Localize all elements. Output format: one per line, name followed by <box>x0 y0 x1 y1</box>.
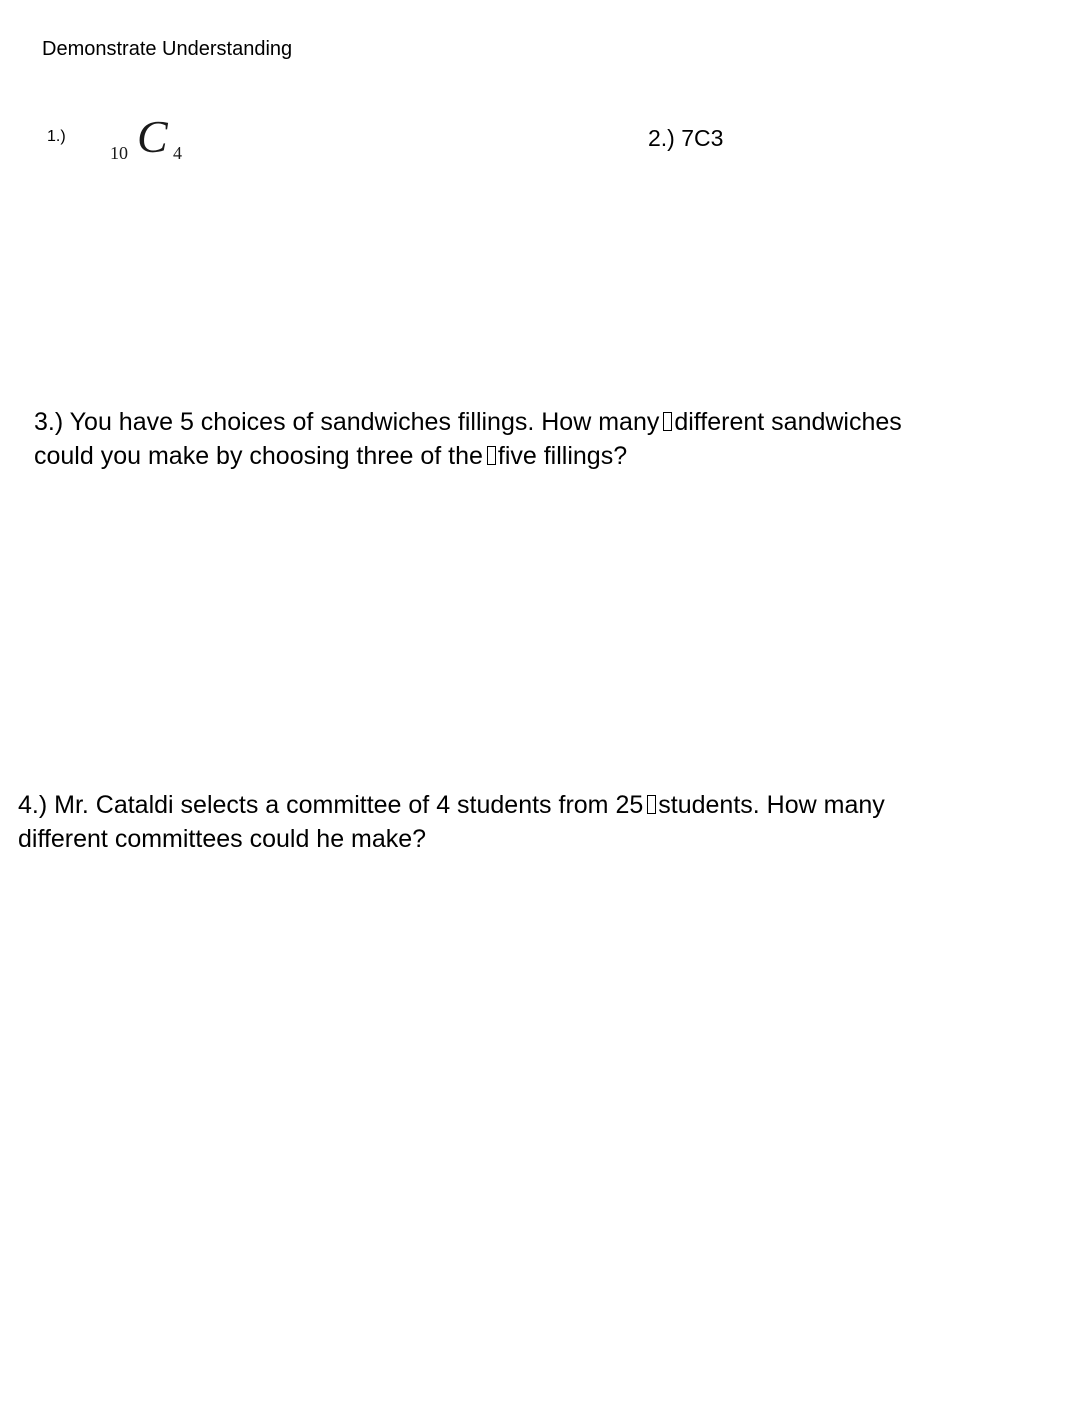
combination-r: 4 <box>173 143 182 163</box>
missing-glyph-box-icon <box>663 412 672 431</box>
question-4-line-2: different committees could he make? <box>18 825 427 853</box>
question-2: 2.) 7C3 <box>648 125 724 151</box>
question-3 <box>34 405 1054 473</box>
question-1-label: 1.) <box>47 128 66 145</box>
missing-glyph-box-icon <box>647 795 656 814</box>
combination-n: 10 <box>110 143 128 163</box>
question-3-text-d: five fillings? <box>497 442 628 470</box>
page-title: Demonstrate Understanding <box>42 38 293 60</box>
question-3-text-a: 3.) You have 5 choices of sandwiches fillings. How many <box>34 408 660 436</box>
question-3-line-1 <box>34 405 1054 439</box>
question-4-text-b: students. How many <box>658 791 885 819</box>
question-4 <box>18 788 1038 856</box>
question-3-text-c: could you make by choosing three of the <box>34 442 483 470</box>
question-3-line-2 <box>34 439 1054 473</box>
question-4-text-a: 4.) Mr. Cataldi selects a committee of 4 students from 25 <box>18 791 644 819</box>
question-4-line-1 <box>18 788 1038 822</box>
combination-symbol: C <box>137 111 168 162</box>
question-3-text-b: different sandwiches <box>674 408 902 436</box>
missing-glyph-box-icon <box>487 446 496 465</box>
